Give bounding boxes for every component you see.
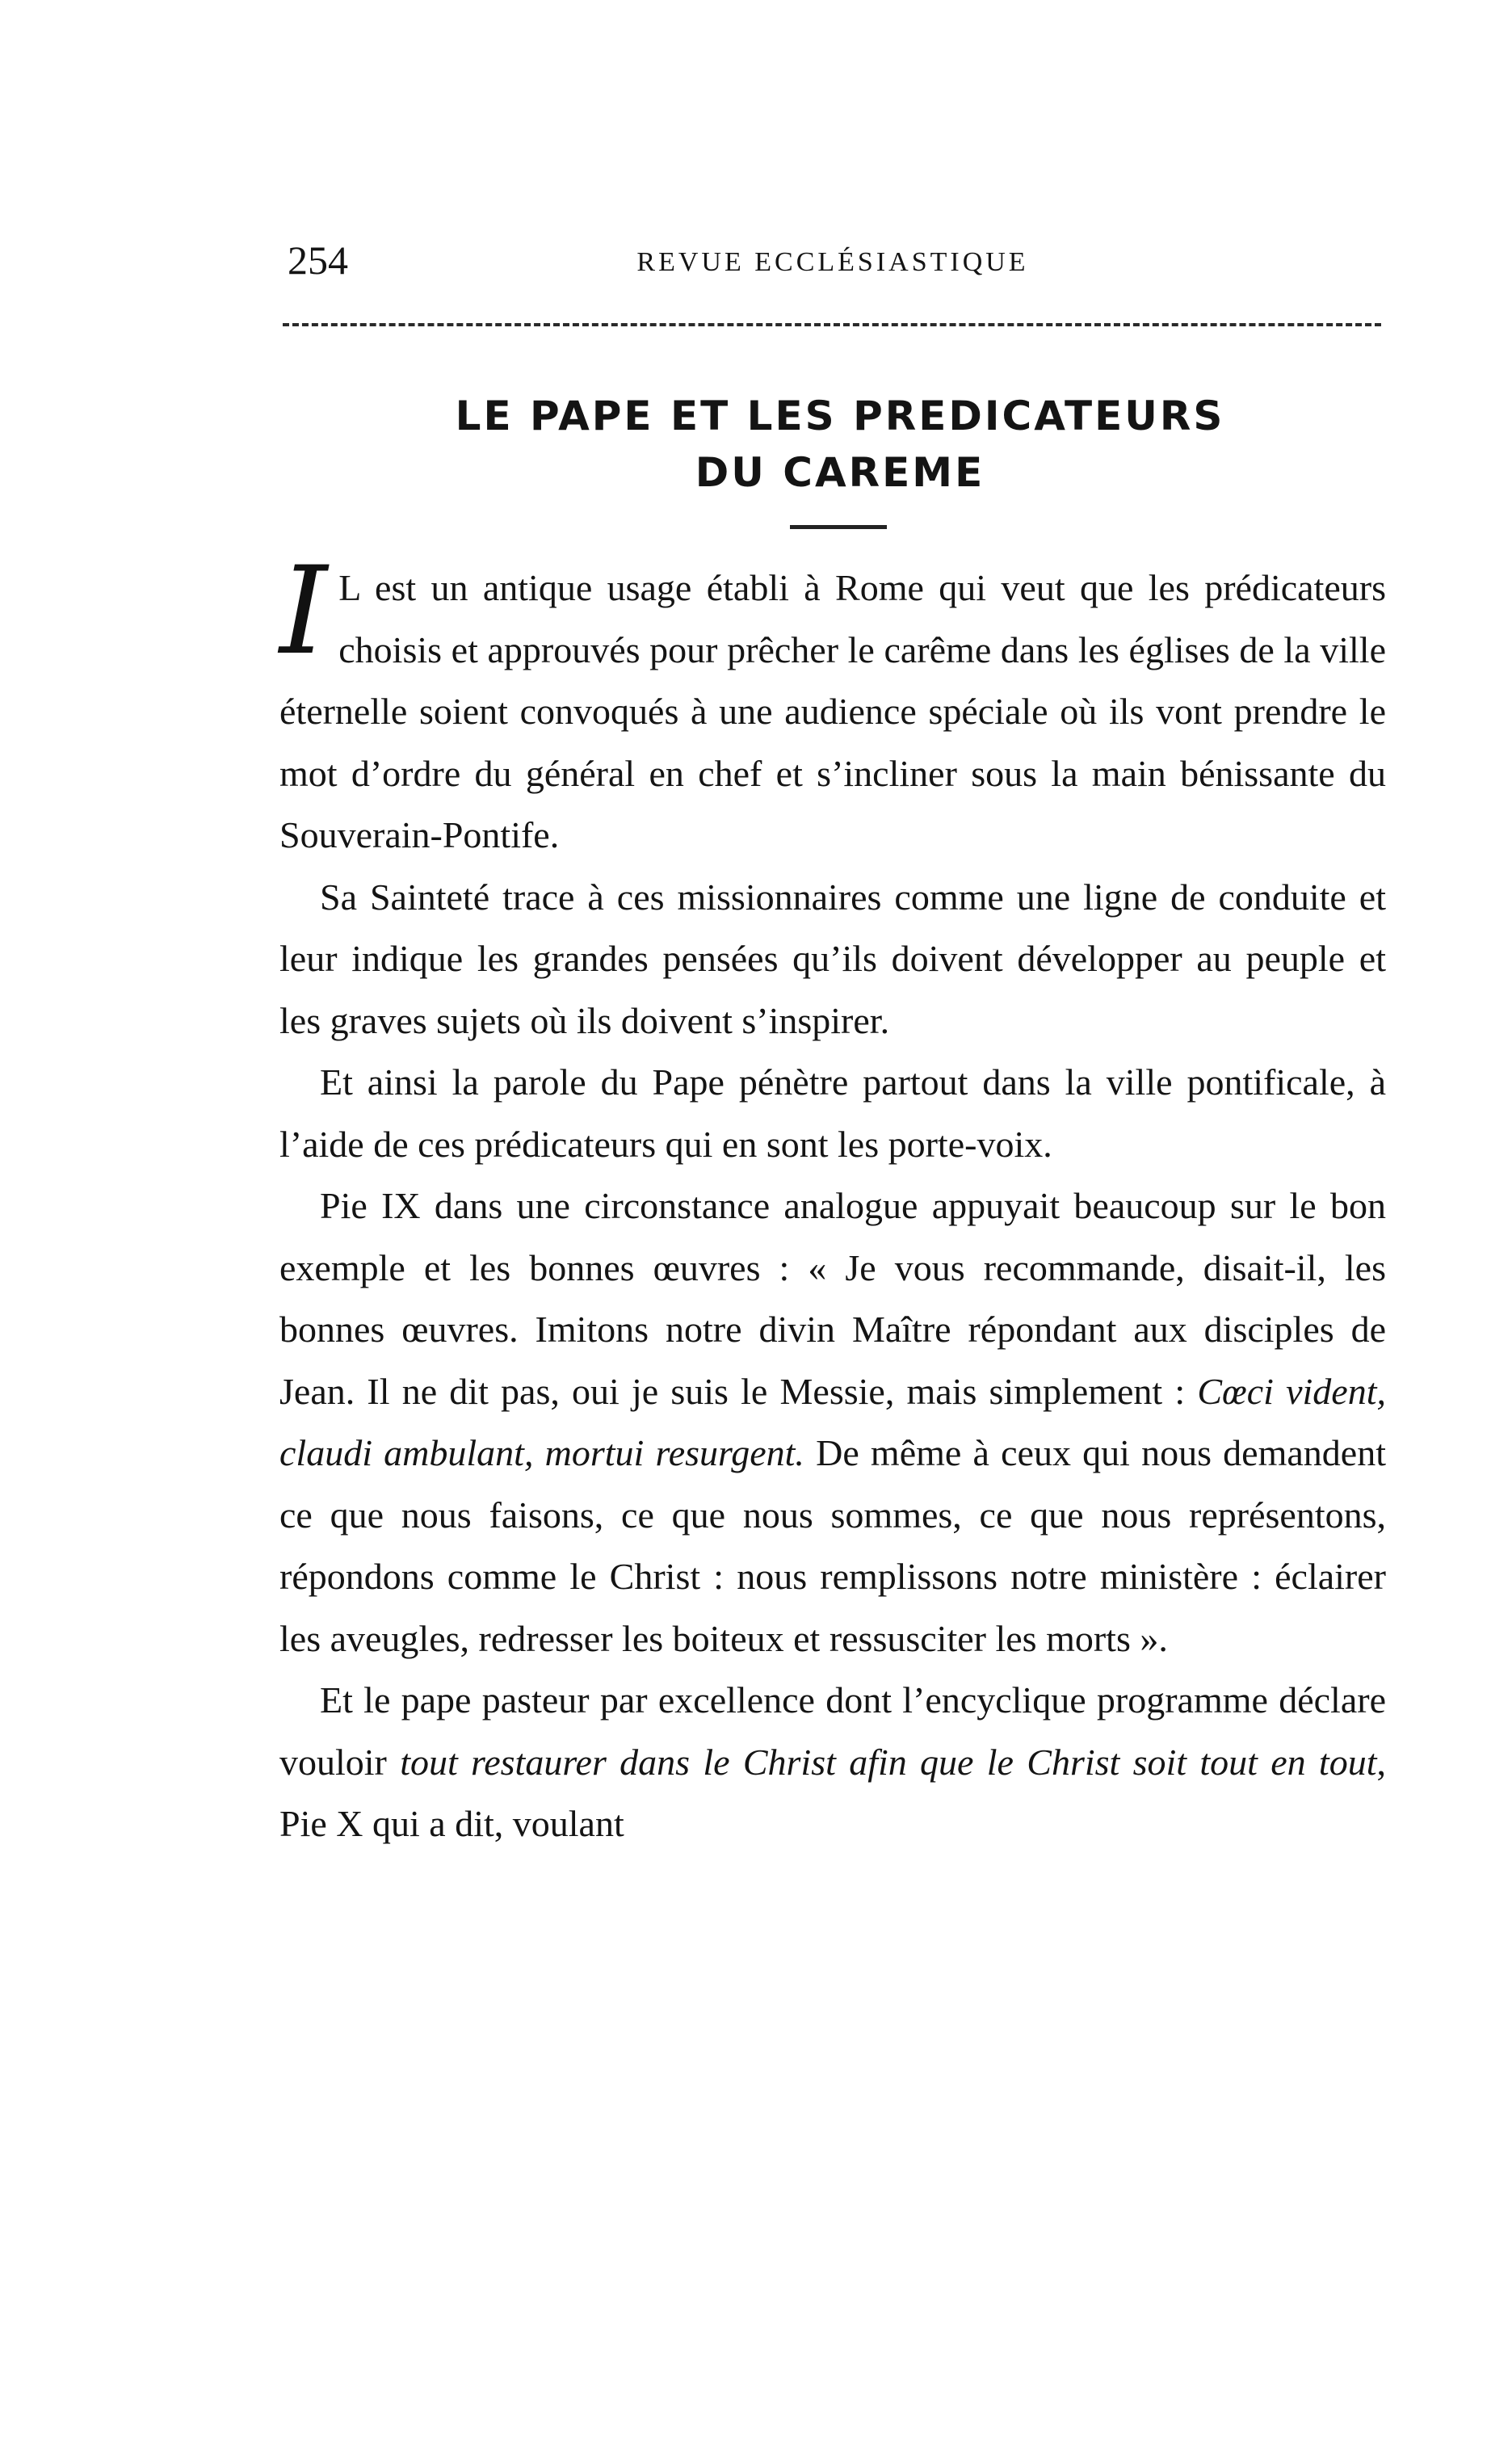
paragraph-4-text-before: Pie IX dans une circonstance analogue appuyait beaucoup sur le bon exemple et les bonnes œuvres : « Je vous recommande, disait-il, les bonnes œuvres. Imitons notre divin Maître répondant aux disciples de Jean. Il ne dit pas, oui je suis le Messie, mais simplement : xyxy=(279,1185,1386,1412)
paragraph-2: Sa Sainteté trace à ces missionnaires comme une ligne de conduite et leur indique les grandes pensées qu’ils doivent développer au peuple et les graves sujets où ils doivent s’inspirer. xyxy=(279,876,1386,1041)
paragraph-5-text-after: , Pie X qui a dit, voulant xyxy=(279,1741,1386,1844)
article-body xyxy=(279,541,1386,1855)
title-divider xyxy=(790,525,887,529)
encyclical-motto: tout restaurer dans le Christ afin que le Christ soit tout en tout xyxy=(400,1741,1377,1783)
paragraph-1-text: L est un antique usage établi à Rome qui veut que les prédicateurs choisis et approuvés pour prêcher le carême dans les églises de la ville éternelle soient convoqués à une audience spéciale où ils vont prendre le mot d’ordre du général en chef et s’incliner sous la main bénissante du Souverain-Pontife. xyxy=(279,567,1386,855)
running-title: REVUE ECCLÉSIASTIQUE xyxy=(636,247,1029,277)
page-number: 254 xyxy=(288,237,348,283)
title-line-2: DU CAREME xyxy=(695,449,985,496)
header-divider xyxy=(283,323,1381,326)
drop-cap: I xyxy=(279,541,328,682)
paragraph-5-text-before: Et le pape pasteur par excellence dont l’encyclique programme déclare vouloir xyxy=(279,1679,1386,1783)
page-header xyxy=(279,236,1386,284)
latin-quote: Cœci vident, claudi ambulant, mortui resurgent. xyxy=(279,1370,1386,1473)
paragraph-5 xyxy=(279,1670,1386,1855)
title-line-1: LE PAPE ET LES PREDICATEURS xyxy=(455,393,1225,439)
article-title xyxy=(291,388,1389,501)
paragraph-1 xyxy=(279,541,1386,867)
paragraph-4-text-after: De même à ceux qui nous demandent ce que nous faisons, ce que nous sommes, ce que nous représentons, répondons comme le Christ : nous remplissons notre ministère : éclairer les aveugles, redresser les boiteux et ressusciter les morts ». xyxy=(279,1432,1386,1659)
paragraph-4 xyxy=(279,1175,1386,1670)
paragraph-3: Et ainsi la parole du Pape pénètre partout dans la ville pontificale, à l’aide de ces prédicateurs qui en sont les porte-voix. xyxy=(279,1061,1386,1165)
